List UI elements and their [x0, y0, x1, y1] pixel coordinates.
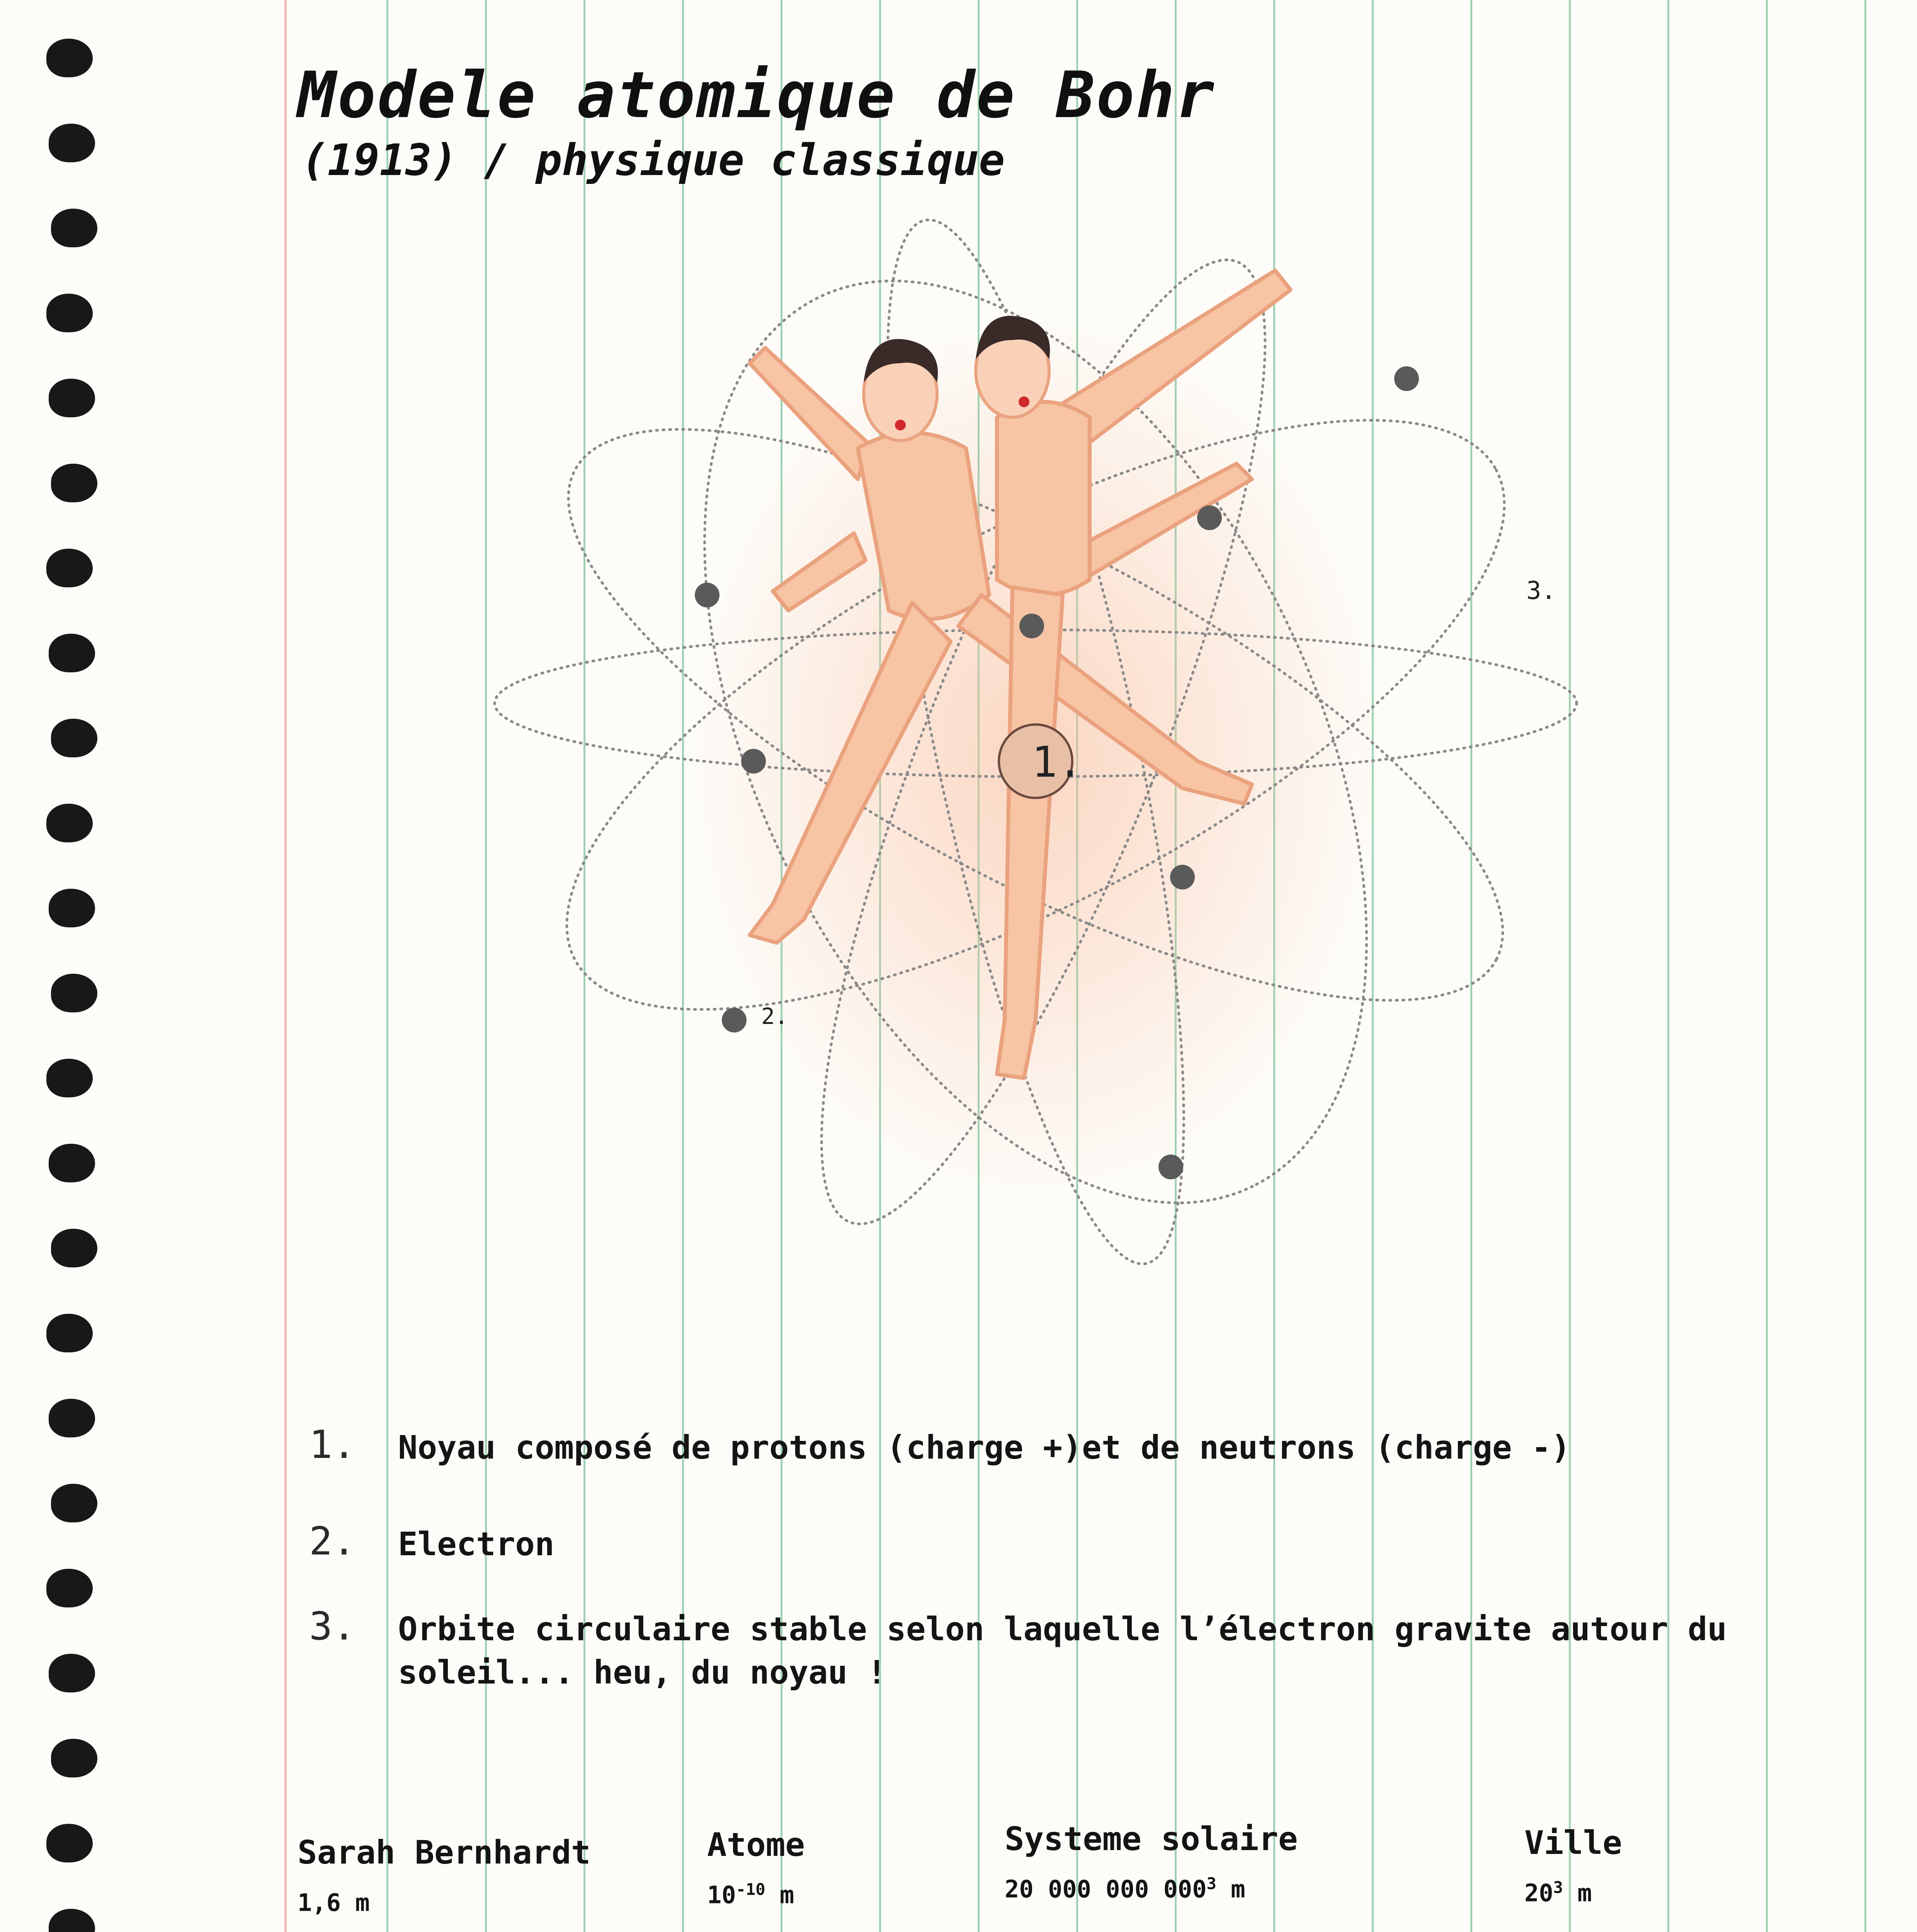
binding-hole	[49, 1399, 95, 1437]
bohr-atom-illustration	[456, 201, 1615, 1321]
legend-number: 2.	[309, 1519, 356, 1564]
legend-text: Orbite circulaire stable selon laquelle l’électron gravite autour du soleil... heu, du noyau !	[398, 1610, 1727, 1691]
binding-hole	[49, 1654, 95, 1692]
binding-hole	[46, 1824, 93, 1862]
scale-name: Ville	[1524, 1824, 1622, 1862]
binding-hole	[51, 1484, 97, 1522]
scale-name: Systeme solaire	[1005, 1820, 1298, 1858]
electron	[1170, 865, 1195, 889]
binding-hole	[49, 1144, 95, 1182]
electron-callout: 2.	[761, 1003, 788, 1029]
binding-hole	[46, 39, 93, 77]
electron	[695, 583, 720, 607]
binding-hole	[46, 804, 93, 842]
scale-cell	[707, 1826, 805, 1909]
right-dancer-torso	[997, 402, 1090, 595]
electron	[741, 749, 766, 774]
page-subtitle: (1913) / physique classique	[301, 135, 1005, 185]
margin-line	[284, 0, 287, 1932]
scale-cell	[1524, 1824, 1622, 1907]
electron	[1158, 1155, 1183, 1179]
scale-value: $10^{-10}$ m	[707, 1880, 794, 1909]
scale-cell	[1005, 1820, 1298, 1903]
right-dancer-lips	[1019, 396, 1029, 407]
legend-text: Electron	[398, 1525, 555, 1563]
scale-value: 20 000 000 $000^3$ m	[1005, 1874, 1245, 1903]
binding-hole	[51, 1739, 97, 1777]
binding-hole	[49, 124, 95, 162]
binding-hole	[46, 294, 93, 332]
binding-hole	[51, 464, 97, 502]
binding-hole	[51, 1229, 97, 1267]
spiral-binding-holes	[0, 0, 155, 1932]
page-title: Modele atomique de Bohr	[298, 58, 1216, 132]
legend-text: Noyau composé de protons (charge +)et de neutrons (charge -)	[398, 1429, 1571, 1466]
orbit-callout: 3.	[1526, 577, 1556, 605]
legend-number: 1.	[309, 1422, 356, 1467]
electron	[1394, 366, 1419, 391]
scale-value: $20^3$ m	[1524, 1878, 1592, 1907]
binding-hole	[49, 889, 95, 927]
binding-hole	[46, 1314, 93, 1352]
binding-hole	[46, 1059, 93, 1097]
scale-value: 1,6 m	[298, 1888, 370, 1917]
binding-hole	[51, 974, 97, 1012]
nucleus-callout: 1.	[1032, 737, 1083, 787]
binding-hole	[49, 379, 95, 417]
binding-hole	[49, 1909, 95, 1932]
ruled-line	[1766, 0, 1768, 1932]
binding-hole	[51, 209, 97, 247]
scale-name: Sarah Bernhardt	[298, 1833, 591, 1871]
electron	[722, 1008, 747, 1032]
binding-hole	[46, 1569, 93, 1607]
binding-hole	[49, 634, 95, 672]
electron	[1197, 505, 1222, 530]
scale-name: Atome	[707, 1826, 805, 1864]
electron	[1019, 614, 1044, 638]
scale-cell	[298, 1833, 591, 1917]
left-dancer-lips	[895, 420, 906, 430]
legend-number: 3.	[309, 1604, 356, 1649]
ruled-line	[386, 0, 388, 1932]
binding-hole	[46, 549, 93, 587]
binding-hole	[51, 719, 97, 757]
ruled-line	[1864, 0, 1866, 1932]
